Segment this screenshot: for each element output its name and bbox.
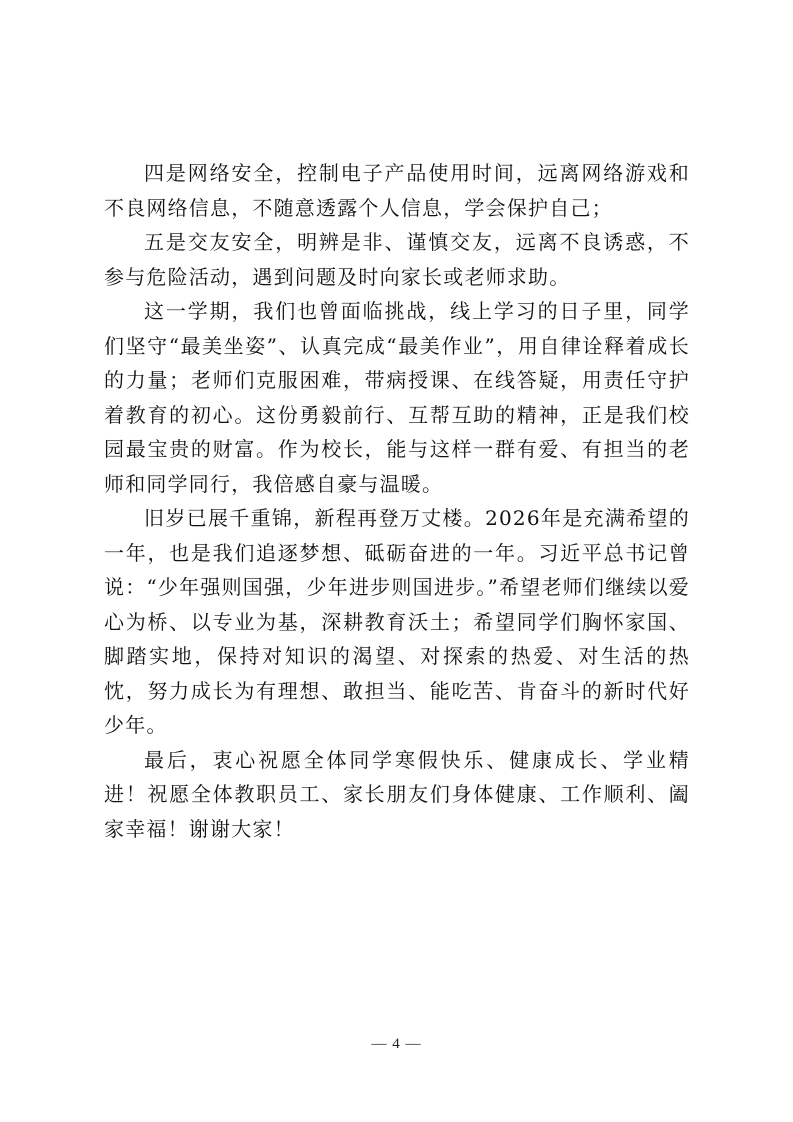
paragraph-semester-challenges: 这一学期，我们也曾面临挑战，线上学习的日子里，同学们坚守“最美坐姿”、认真完成“最美作业”，用自律诠释着成长的力量；老师们克服困难，带病授课、在线答疑，用责任守护着教育的初心。这份勇毅前行、互帮互助的精神，正是我们校园最宝贵的财富。作为校长，能与这样一群有爱、有担当的老师和同学同行，我倍感自豪与温暖。	[104, 299, 690, 496]
document-body	[104, 156, 690, 846]
paragraph-closing-wishes: 最后，衷心祝愿全体同学寒假快乐、健康成长、学业精进！祝愿全体教职员工、家长朋友们身体健康、工作顺利、阖家幸福！谢谢大家！	[104, 747, 690, 841]
paragraph-network-safety: 四是网络安全，控制电子产品使用时间，远离网络游戏和不良网络信息，不随意透露个人信息，学会保护自己；	[104, 161, 690, 220]
paragraph-friendship-safety: 五是交友安全，明辨是非、谨慎交友，远离不良诱惑，不参与危险活动，遇到问题及时向家长或老师求助。	[104, 230, 690, 289]
paragraph-new-year-hopes: 旧岁已展千重锦，新程再登万丈楼。2026年是充满希望的一年，也是我们追逐梦想、砥砺奋进的一年。习近平总书记曾说：“少年强则国强，少年进步则国进步。”希望老师们继续以爱心为桥、以专业为基，深耕教育沃土；希望同学们胸怀家国、脚踏实地，保持对知识的渴望、对探索的热爱、对生活的热忱，努力成长为有理想、敢担当、能吃苦、肯奋斗的新时代好少年。	[104, 506, 690, 737]
page-number: — 4 —	[371, 1036, 422, 1052]
